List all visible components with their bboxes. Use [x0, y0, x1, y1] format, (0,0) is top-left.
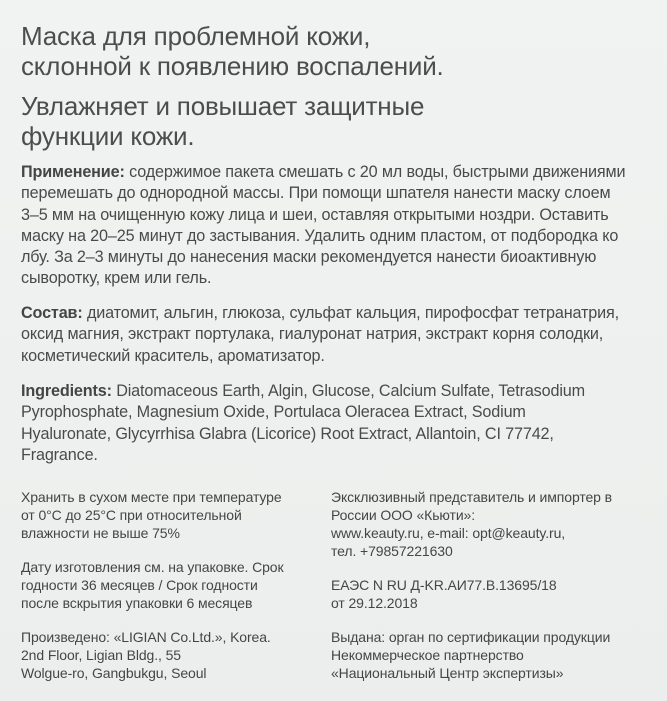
dates-line-1: Дату изготовления см. на упаковке. Срок [21, 559, 284, 575]
distributor-line-1: Эксклюзивный представитель и импортер в [331, 489, 612, 505]
distributor-line-2: России ООО «Кьюти»: [331, 507, 476, 523]
distributor-line-3: www.keauty.ru, e-mail: opt@keauty.ru, [331, 525, 566, 541]
application-line-5: лбу. За 2–3 минуты до нанесения маски рекомендуется нанести биоактивную [21, 248, 597, 267]
composition-text-1: диатомит, альгин, глюкоза, сульфат кальция, пирофосфат тетранатрия, [82, 304, 619, 322]
application-text-1: содержимое пакета смешать с 20 мл воды, быстрыми движениями [124, 163, 626, 181]
distributor-block [331, 488, 612, 560]
ingredients-line-2: Pyrophosphate, Magnesium Oxide, Portulaca Oleracea Extract, Sodium [21, 403, 526, 422]
ingredients-label: Ingredients: [21, 382, 112, 400]
composition-line-2: оксид магния, экстракт портулака, гиалуронат натрия, экстракт корня солодки, [21, 325, 604, 344]
subtitle-line-2: функции кожи. [21, 121, 195, 151]
application-line-3: 3–5 мм на очищенную кожу лица и шеи, оставляя открытыми ноздри. Оставить [21, 205, 609, 224]
ingredients-line-1 [21, 381, 585, 402]
manufacturer-block [21, 628, 271, 682]
dates-line-3: после вскрытия упаковки 6 месяцев [21, 595, 253, 611]
manufacturer-line-3: Wolgue-ro, Gangbukgu, Seoul [21, 665, 207, 681]
issued-line-3: «Национальный Центр экспертизы» [331, 665, 564, 681]
storage-line-1: Хранить в сухом месте при температуре [21, 489, 282, 505]
issued-line-2: Некоммерческое партнерство [331, 647, 524, 663]
composition-label: Состав: [21, 304, 83, 322]
storage-block [21, 488, 282, 542]
composition-line-3: косметический краситель, ароматизатор. [21, 346, 325, 365]
issued-block [331, 628, 610, 682]
storage-line-3: влажности не выше 75% [21, 525, 180, 541]
title-line-2: склонной к появлению воспалений. [21, 51, 444, 81]
application-section [21, 162, 625, 290]
manufacturer-line-1: Произведено: «LIGIAN Co.Ltd.», Korea. [21, 629, 271, 645]
application-label: Применение: [21, 163, 125, 181]
certificate-block [331, 576, 557, 612]
certificate-line-1: ЕАЭС N RU Д-KR.АИ77.В.13695/18 [331, 577, 557, 593]
application-line-4: маску на 20–25 минут до застывания. Удалить одним пластом, от подбородка ко [21, 226, 619, 245]
distributor-line-4: тел. +79857221630 [331, 543, 453, 559]
storage-line-2: от 0°С до 25°С при относительной [21, 507, 242, 523]
application-line-1 [21, 162, 625, 183]
issued-line-1: Выдана: орган по сертификации продукции [331, 629, 611, 645]
dates-line-2: годности 36 месяцев / Срок годности [21, 577, 258, 593]
composition-section [21, 303, 619, 367]
ingredients-line-3: Hyaluronate, Glycyrrhisa Glabra (Licorice) Root Extract, Allantoin, CI 77742, [21, 424, 554, 443]
ingredients-section [21, 381, 585, 466]
title-line-1: Маска для проблемной кожи, [21, 21, 371, 51]
manufacturer-line-2: 2nd Floor, Ligian Bldg., 55 [21, 647, 181, 663]
subtitle-line-1: Увлажняет и повышает защитные [21, 91, 425, 121]
application-line-6: сыворотку, крем или гель. [21, 269, 212, 288]
certificate-line-2: от 29.12.2018 [331, 595, 418, 611]
application-line-2: перемешать до однородной массы. При помощи шпателя нанести маску слоем [21, 184, 611, 203]
dates-block [21, 558, 284, 612]
ingredients-line-4: Fragrance. [21, 445, 98, 464]
ingredients-text-1: Diatomaceous Earth, Algin, Glucose, Calcium Sulfate, Tetrasodium [111, 382, 585, 400]
composition-line-1 [21, 303, 619, 324]
